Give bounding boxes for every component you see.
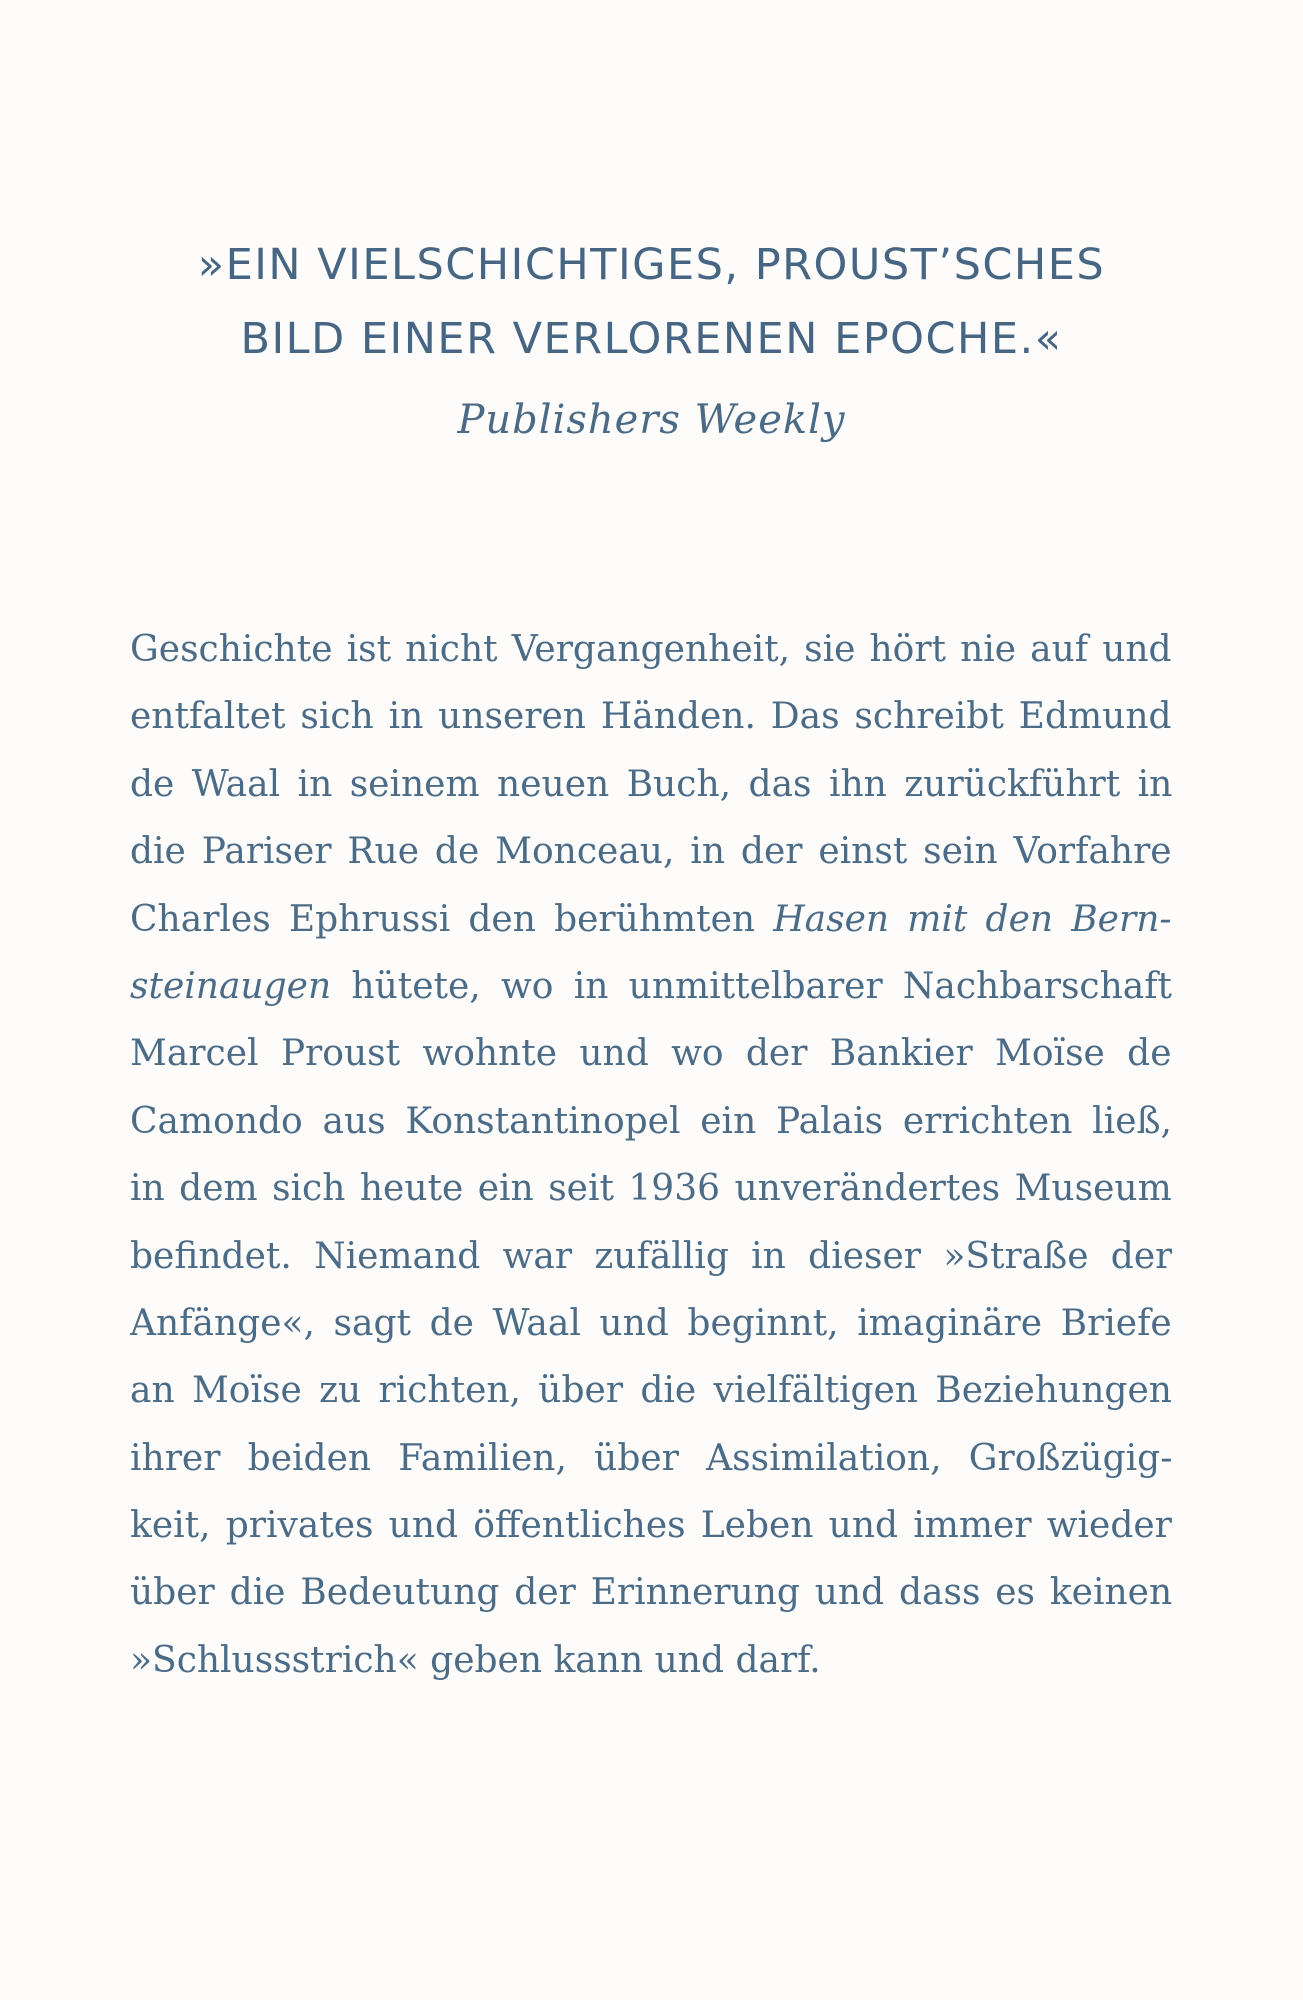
blurb-line: entfaltet sich in unseren Händen. Das schreibt Edmund bbox=[130, 696, 1172, 738]
blurb-line: Anfänge«, sagt de Waal und beginnt, imaginäre Briefe bbox=[130, 1302, 1172, 1344]
blurb-line bbox=[130, 953, 1172, 1020]
blurb-segment: Charles Ephrussi den berühmten bbox=[130, 898, 756, 940]
blurb-line: befindet. Niemand war zufällig in dieser »Straße der bbox=[130, 1235, 1172, 1277]
blurb-line bbox=[130, 886, 1172, 953]
blurb-line: Marcel Proust wohnte und wo der Bankier Moïse de bbox=[130, 1033, 1172, 1075]
quote-attribution: Publishers Weekly bbox=[457, 397, 846, 443]
quote-line-2: BILD EINER VERLORENEN EPOCHE.« bbox=[240, 314, 1063, 364]
blurb-line: über die Bedeutung der Erinnerung und dass es keinen bbox=[130, 1572, 1172, 1614]
book-title-part-2: steinaugen bbox=[130, 965, 332, 1007]
blurb-line: Camondo aus Konstantinopel ein Palais errichten ließ, bbox=[130, 1100, 1172, 1142]
press-quote bbox=[0, 228, 1303, 450]
book-title-part-1: Hasen mit den Bern- bbox=[773, 898, 1172, 940]
quote-line-1: »EIN VIELSCHICHTIGES, PROUST’SCHES bbox=[197, 240, 1106, 290]
blurb-segment: hütete, wo in unmittelbarer Nachbarschaft bbox=[351, 965, 1172, 1007]
blurb-line: Geschichte ist nicht Vergangenheit, sie hört nie auf und bbox=[130, 629, 1172, 670]
blurb-line: ihrer beiden Familien, über Assimilation, Großzügig- bbox=[130, 1437, 1172, 1479]
blurb-line: an Moïse zu richten, über die vielfältigen Beziehungen bbox=[130, 1370, 1172, 1412]
blurb-line: die Pariser Rue de Monceau, in der einst sein Vorfahre bbox=[130, 831, 1172, 873]
blurb-line: keit, privates und öffentliches Leben und immer wieder bbox=[130, 1505, 1172, 1547]
blurb-text bbox=[130, 616, 1172, 1694]
blurb-line: de Waal in seinem neuen Buch, das ihn zurückführt in bbox=[130, 763, 1172, 805]
blurb-line: in dem sich heute ein seit 1936 unverändertes Museum bbox=[130, 1168, 1172, 1210]
blurb-line: »Schlussstrich« geben kann und darf. bbox=[130, 1639, 821, 1681]
